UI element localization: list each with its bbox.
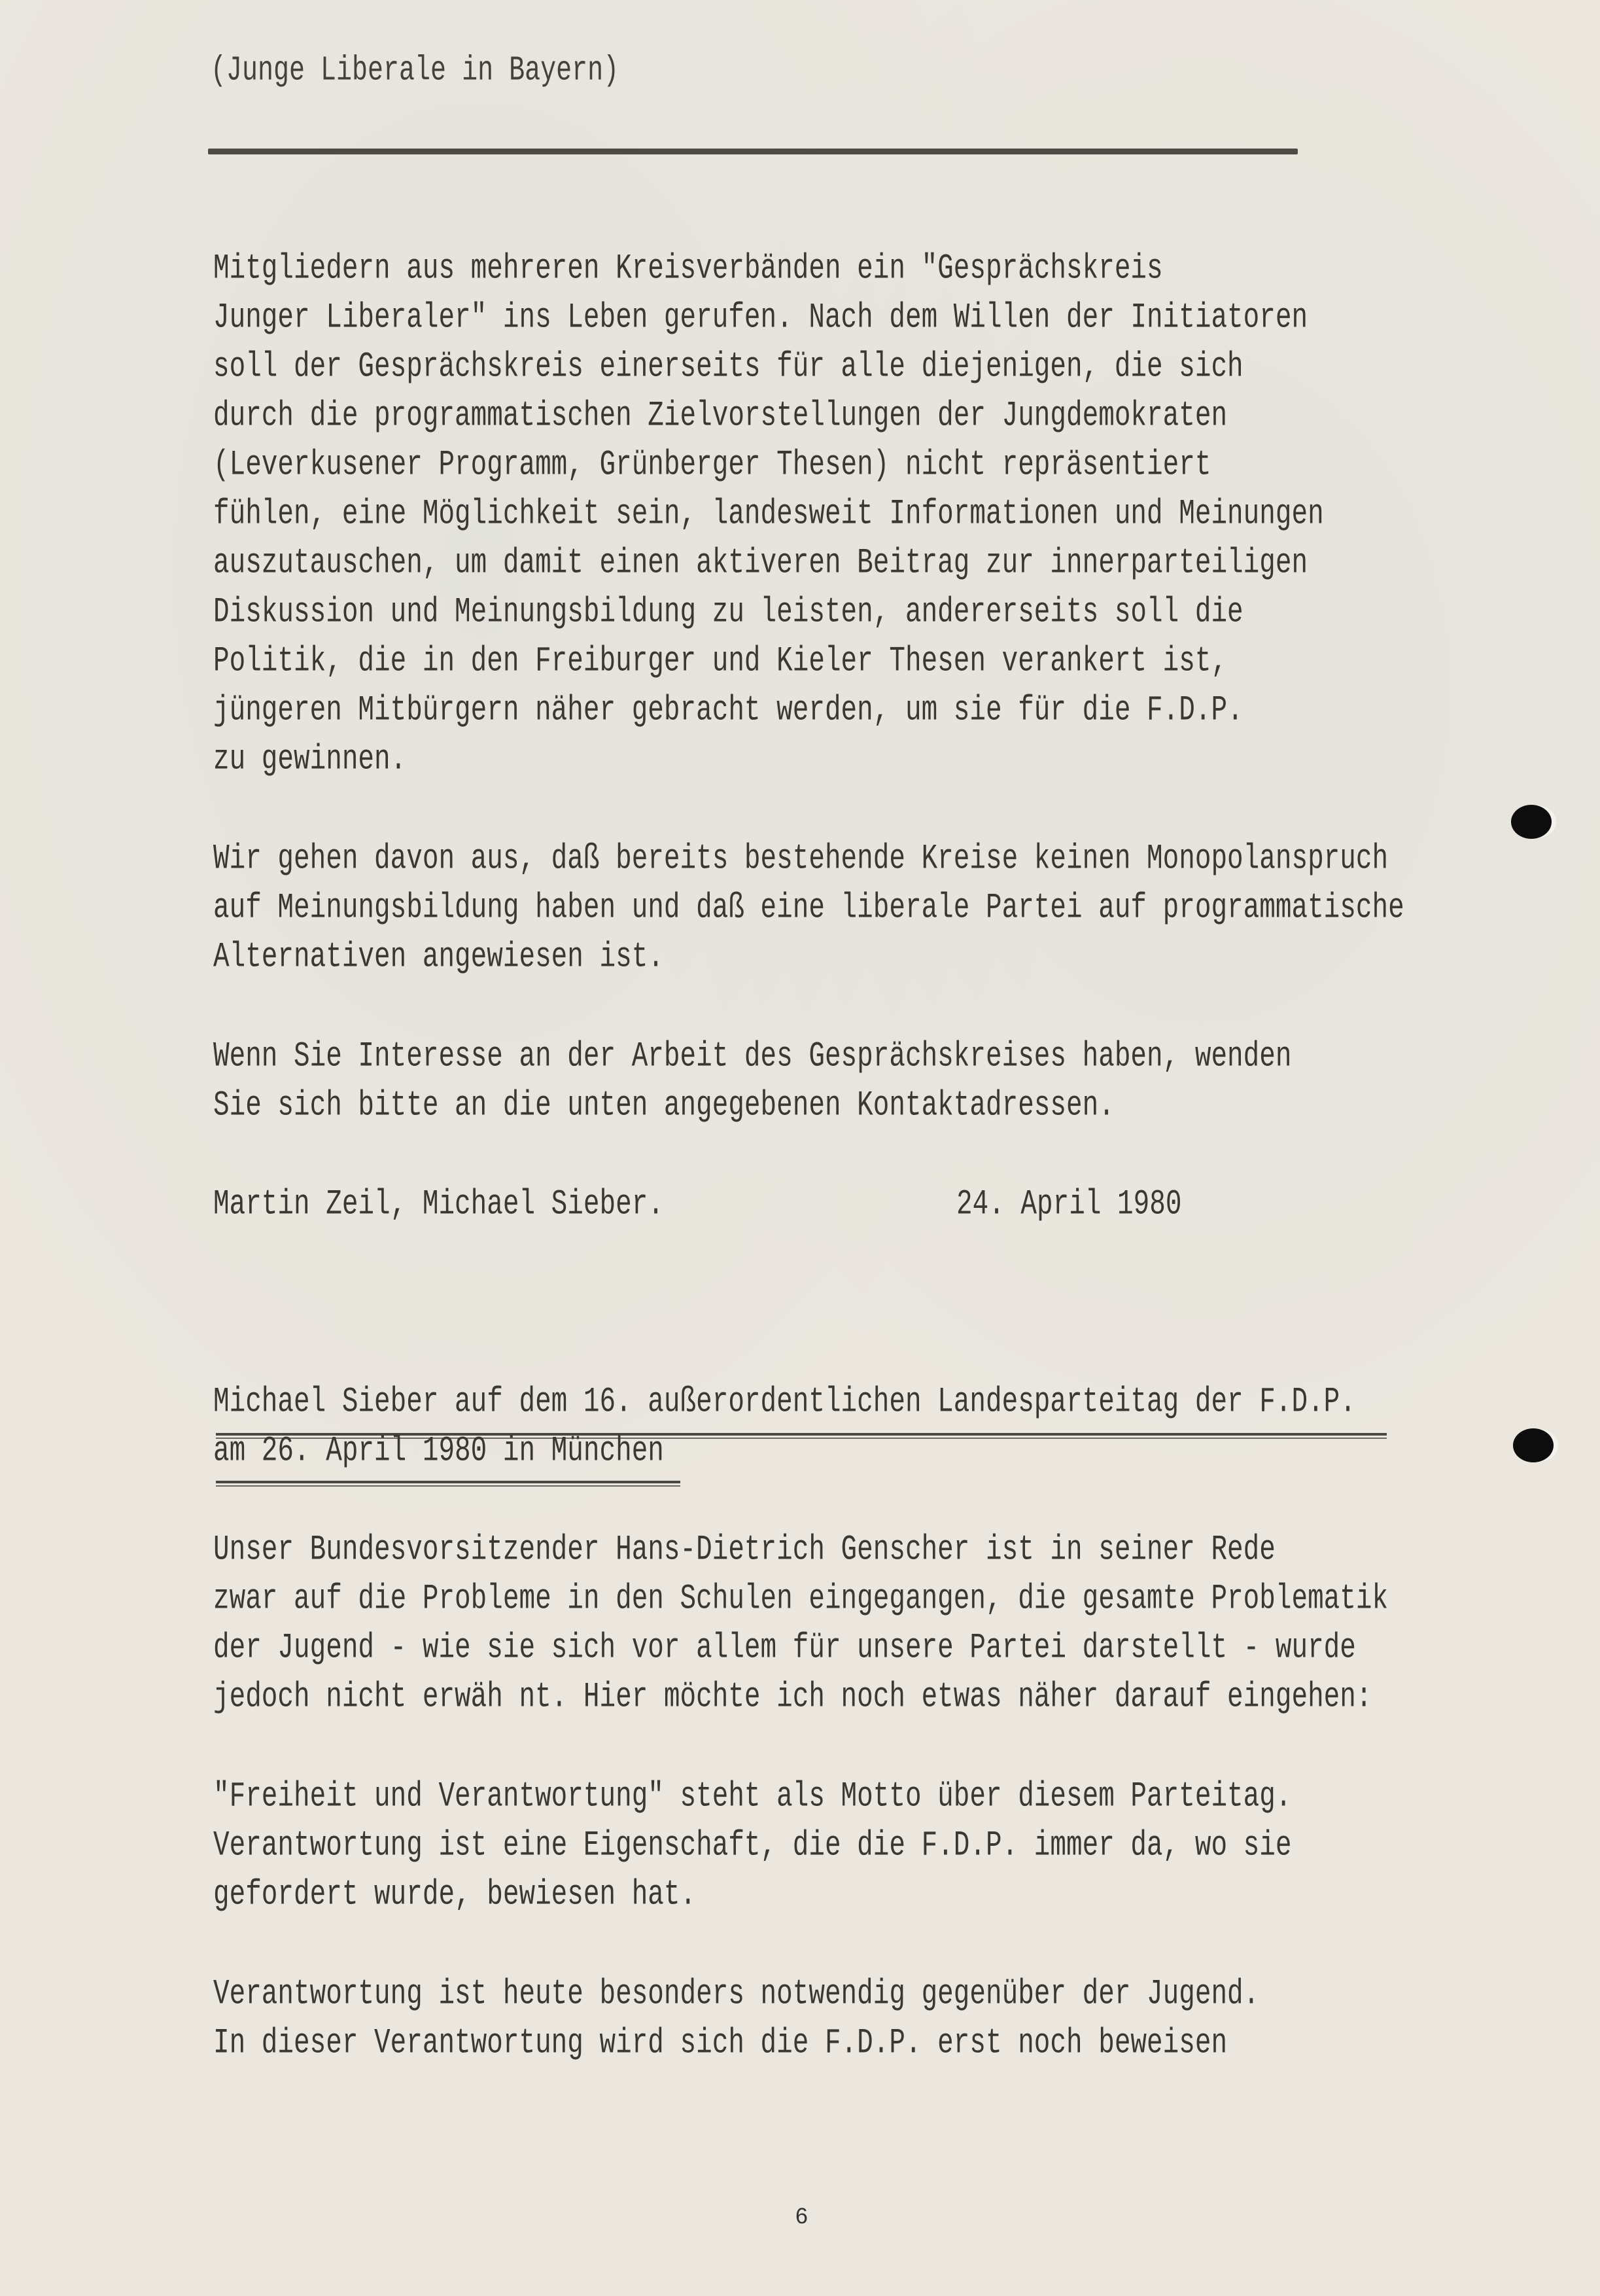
heading-underline <box>216 1481 680 1483</box>
text-line: Wir gehen davon aus, daß bereits bestehende Kreise keinen Monopolanspruch <box>213 839 1389 879</box>
signature-authors: Martin Zeil, Michael Sieber. <box>213 1184 664 1225</box>
text-line: Verantwortung ist eine Eigenschaft, die die F.D.P. immer da, wo sie <box>213 1826 1292 1866</box>
page-number: 6 <box>795 2204 808 2229</box>
punch-hole <box>1513 1428 1554 1462</box>
text-line: Verantwortung ist heute besonders notwendig gegenüber der Jugend. <box>213 1974 1260 2015</box>
text-line: Diskussion und Meinungsbildung zu leisten, andererseits soll die <box>213 592 1243 633</box>
text-line: Junger Liberaler" ins Leben gerufen. Nach dem Willen der Initiatoren <box>213 298 1308 338</box>
text-line: zu gewinnen. <box>213 739 407 780</box>
text-line: Sie sich bitte an die unten angegebenen Kontaktadressen. <box>213 1086 1115 1126</box>
text-line: jedoch nicht erwäh nt. Hier möchte ich noch etwas näher darauf eingehen: <box>213 1677 1372 1718</box>
text-line: In dieser Verantwortung wird sich die F.D.P. erst noch beweisen <box>213 2023 1228 2064</box>
text-line: "Freiheit und Verantwortung" steht als Motto über diesem Parteitag. <box>213 1776 1292 1817</box>
heading-underline <box>216 1485 680 1487</box>
text-line: Unser Bundesvorsitzender Hans-Dietrich Genscher ist in seiner Rede <box>213 1530 1276 1570</box>
text-line: Mitgliedern aus mehreren Kreisverbänden ein "Gesprächskreis <box>213 249 1163 289</box>
text-line: zwar auf die Probleme in den Schulen eingegangen, die gesamte Problematik <box>213 1579 1389 1619</box>
punch-hole <box>1511 805 1552 839</box>
header-organization: (Junge Liberale in Bayern) <box>211 52 619 91</box>
text-line: Wenn Sie Interesse an der Arbeit des Gesprächskreises haben, wenden <box>213 1036 1292 1077</box>
text-line: Politik, die in den Freiburger und Kieler Thesen verankert ist, <box>213 641 1228 682</box>
text-line: soll der Gesprächskreis einerseits für alle diejenigen, die sich <box>213 347 1243 387</box>
signature-date: 24. April 1980 <box>956 1184 1182 1225</box>
text-line: (Leverkusener Programm, Grünberger Thesen) nicht repräsentiert <box>213 445 1211 486</box>
heading-line: Michael Sieber auf dem 16. außerordentlichen Landesparteitag der F.D.P. <box>213 1382 1356 1422</box>
text-line: der Jugend - wie sie sich vor allem für unsere Partei darstellt - wurde <box>213 1628 1356 1669</box>
text-line: fühlen, eine Möglichkeit sein, landesweit Informationen und Meinungen <box>213 494 1324 535</box>
text-line: durch die programmatischen Zielvorstellungen der Jungdemokraten <box>213 396 1228 436</box>
text-line: auszutauschen, um damit einen aktiveren Beitrag zur innerparteiligen <box>213 543 1308 584</box>
heading-line: am 26. April 1980 in München <box>213 1431 664 1472</box>
text-line: auf Meinungsbildung haben und daß eine liberale Partei auf programmatische <box>213 888 1404 928</box>
text-line: Alternativen angewiesen ist. <box>213 937 664 978</box>
header-rule <box>208 149 1298 154</box>
text-line: gefordert wurde, bewiesen hat. <box>213 1875 697 1915</box>
text-line: jüngeren Mitbürgern näher gebracht werden, um sie für die F.D.P. <box>213 690 1243 731</box>
